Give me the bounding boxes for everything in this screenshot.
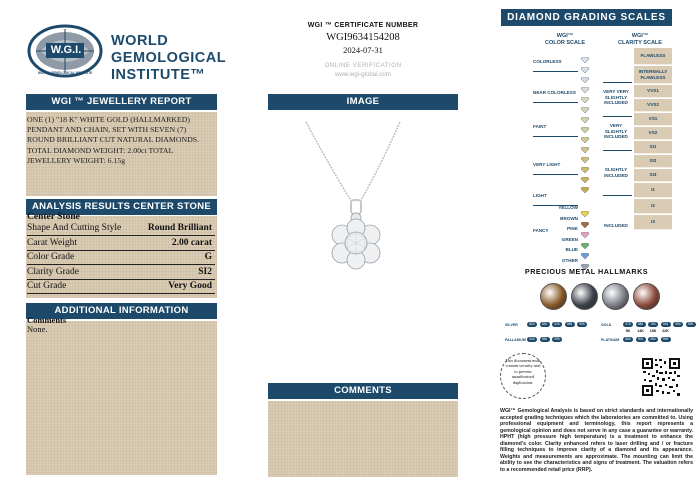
clarity-group-label: VERY VERY SLIGHTLY INCLUDED	[603, 89, 629, 105]
color-scale-title	[540, 33, 590, 46]
metal-coin-icon	[571, 283, 598, 310]
clarity-grade-cell: VS1	[634, 113, 672, 126]
color-scale-diamond-icon	[581, 110, 589, 116]
analysis-label: Color Grade	[27, 252, 75, 262]
jewellery-report-header: WGI ™ JEWELLERY REPORT	[26, 94, 217, 110]
hallmarks-title: PRECIOUS METAL HALLMARKS	[524, 267, 649, 276]
fancy-diamond-icon	[581, 257, 589, 263]
pendant-image	[300, 117, 420, 275]
brand-line-3: INSTITUTE™	[111, 67, 206, 83]
analysis-row	[27, 222, 215, 236]
clarity-grade-cell: FLAWLESS	[634, 48, 672, 65]
qr-code[interactable]	[641, 357, 681, 397]
clarity-scale-title	[608, 33, 672, 46]
brand-line-1: WORLD	[111, 33, 169, 49]
analysis-row	[27, 266, 215, 280]
certificate-number-label: WGI ™ CERTIFICATE NUMBER	[307, 22, 419, 29]
additional-info-panel	[26, 321, 217, 475]
analysis-value: G	[204, 252, 212, 262]
platinum-hallmark: 900	[636, 337, 646, 342]
gold-hallmark: 999	[686, 322, 696, 327]
clarity-grade-cell: VVS1	[634, 85, 672, 98]
qr-code-icon	[641, 357, 681, 397]
fancy-color-label: PINK	[567, 226, 578, 231]
color-scale-title-line2: COLOR SCALE	[544, 39, 586, 46]
brand-line-2: GEMOLOGICAL	[111, 50, 227, 66]
color-scale-diamond-icon	[581, 80, 589, 86]
image-section-header: IMAGE	[268, 94, 458, 110]
clarity-scale-title-line1: WGI™	[631, 33, 649, 39]
platinum-hallmark: 950	[648, 337, 658, 342]
clarity-grade-cell: VVS2	[634, 99, 672, 112]
clarity-grade-cell: SI3	[634, 169, 672, 182]
silver-hallmark: 925	[552, 322, 562, 327]
gold-hallmark: 375	[623, 322, 633, 327]
clarity-grade-cell: I2	[634, 199, 672, 214]
fancy-diamond-icon	[581, 246, 589, 252]
fancy-color-label: GREEN	[561, 236, 578, 242]
clarity-scale-title-line2: CLARITY SCALE	[618, 39, 662, 46]
color-scale-diamond-icon	[581, 100, 589, 106]
fancy-diamond-icon	[581, 225, 589, 231]
color-scale-diamond-icon	[581, 170, 589, 176]
clarity-grade-cell: I3	[634, 215, 672, 230]
gold-hallmark: 916	[661, 322, 671, 327]
comments-value: None.	[27, 324, 48, 334]
clarity-grade-cell: I1	[634, 183, 672, 198]
color-scale-diamond-icon	[581, 120, 589, 126]
color-scale-diamond-icon	[581, 60, 589, 66]
color-group-label: VERY LIGHT	[533, 162, 561, 167]
color-group-divider	[533, 174, 578, 175]
gold-karat-label: 18K	[649, 329, 657, 333]
silver-hallmark: 999	[577, 322, 587, 327]
color-group-label: COLORLESS	[533, 59, 562, 64]
clarity-grade-cell: SI1	[634, 141, 672, 154]
comments-label: Comments	[27, 315, 67, 325]
clarity-group-label: SLIGHTLY INCLUDED	[604, 167, 628, 178]
metal-coin-icon	[633, 283, 660, 310]
fancy-diamond-icon	[581, 204, 589, 210]
color-group-label: NEAR COLORLESS	[533, 90, 576, 95]
gold-hallmark: 990	[673, 322, 683, 327]
analysis-label: Carat Weight	[27, 237, 77, 248]
palladium-hallmark: 950	[540, 337, 550, 342]
palladium-hallmark: 500	[527, 337, 537, 342]
analysis-value: Very Good	[168, 281, 212, 291]
security-stamp-text: This document must contain security seal to prevent unauthorised duplication.	[505, 358, 541, 385]
color-group-divider	[533, 102, 578, 103]
hallmark-row-label: GOLD	[601, 323, 612, 327]
fancy-color-label: OTHER	[561, 257, 578, 263]
clarity-group-label: VERY SLIGHTLY INCLUDED	[604, 123, 628, 139]
fancy-color-label: BLUE	[565, 247, 578, 252]
color-scale-diamond-icon	[581, 50, 589, 56]
color-group-label: LIGHT	[533, 193, 547, 198]
certificate-number: WGI9634154208	[326, 32, 400, 43]
analysis-row	[27, 237, 215, 251]
clarity-grade-cell: VS2	[634, 127, 672, 140]
brand-name	[111, 33, 226, 84]
color-scale-diamond-icon	[581, 130, 589, 136]
color-group-label: FAINT	[533, 124, 547, 129]
platinum-hallmark: 999	[661, 337, 671, 342]
clarity-group-divider	[603, 116, 632, 117]
diamond-pendant-icon	[300, 117, 420, 275]
hallmark-row-label: PALLADIUM	[505, 338, 526, 342]
analysis-row	[27, 251, 215, 265]
gold-hallmark: 750	[648, 322, 658, 327]
color-scale-diamond-icon	[581, 70, 589, 76]
clarity-group-label: INCLUDED	[604, 223, 628, 228]
gold-karat-label: 14K	[637, 329, 644, 333]
silver-hallmark: 800	[527, 322, 537, 327]
color-scale-diamond-icon	[581, 150, 589, 156]
silver-hallmark: 958	[565, 322, 575, 327]
grading-scales-header: DIAMOND GRADING SCALES	[501, 9, 672, 26]
fancy-color-label: BROWN	[560, 215, 578, 221]
center-stone-label: Center Stone	[27, 212, 80, 222]
silver-hallmark: 830	[540, 322, 550, 327]
clarity-grade-cell: INTERNALLY FLAWLESS	[634, 66, 672, 84]
metal-coin-icon	[602, 283, 629, 310]
analysis-row	[27, 280, 215, 294]
analysis-results-header: ANALYSIS RESULTS CENTER STONE	[26, 199, 217, 215]
color-scale-diamond-icon	[581, 180, 589, 186]
analysis-label: Shape And Cutting Style	[27, 223, 122, 233]
color-group-divider	[533, 71, 578, 72]
color-scale-diamond-icon	[581, 160, 589, 166]
logo-text: W.G.I.	[50, 44, 82, 56]
disclaimer-text: WGI™ Gemological Analysis is based on strict standards and internationally accepted grading techniques which the laboratories are committed to. Using professional equipment and terminology, this report represents a gemological opinion and does not serve in any case a guarantee or warranty. HPHT (high pressure high temperature) is a treatment to enhance the diamond's color. Clarity enhanced refers to laser drilling and / or fracture filling techniques to improve clarity of a diamond and its appearance. Weights and measurements are approximate. The mounting can limit the ability to see the characteristics and signs of treatment. The valuation refers to a recommended retail price (RRP).	[500, 408, 693, 473]
logo-ring-text: WORLD GEMOLOGICAL INSTITUTE	[37, 71, 93, 75]
fancy-color-label: YELLOW	[558, 205, 578, 210]
clarity-group-divider	[603, 195, 632, 196]
additional-info-header: ADDITIONAL INFORMATION	[26, 303, 217, 319]
analysis-value: 2.00 carat	[171, 237, 212, 248]
color-group-divider	[533, 136, 578, 137]
gold-karat-label: 9K	[625, 329, 631, 333]
certificate-date: 2024-07-31	[343, 45, 383, 55]
comments-section-panel	[268, 401, 458, 477]
metal-coin-icon	[540, 283, 567, 310]
color-scale-diamond-icon	[581, 90, 589, 96]
analysis-value: Round Brilliant	[147, 223, 212, 233]
gold-karat-label: 22K	[662, 329, 669, 333]
fancy-diamond-icon	[581, 215, 589, 221]
online-verification-label: ONLINE VERIFICATION	[324, 62, 402, 69]
comments-section-header: COMMENTS	[268, 383, 458, 399]
clarity-group-divider	[603, 82, 632, 83]
jewellery-description: ONE (1) "18 K" WHITE GOLD (HALLMARKED) PENDANT AND CHAIN, SET WITH SEVEN (7) ROUND BRILLIANT CUT NATURAL DIAMONDS. TOTAL DIAMOND WEIGHT: 2.00ct TOTAL JEWELLERY WEIGHT: 6.15g	[27, 115, 200, 165]
palladium-hallmark: 999	[552, 337, 562, 342]
analysis-label: Clarity Grade	[27, 266, 79, 277]
wgi-logo	[26, 24, 104, 78]
hallmark-row-label: PLATINUM	[601, 338, 620, 342]
platinum-hallmark: 850	[623, 337, 633, 342]
verification-website[interactable]: www.wgi-global.com	[334, 71, 392, 78]
fancy-label: FANCY	[533, 228, 549, 233]
color-scale-title-line1: WGI™	[556, 33, 574, 39]
analysis-label: Cut Grade	[27, 281, 67, 291]
clarity-grade-cell: SI2	[634, 155, 672, 168]
clarity-group-divider	[603, 150, 632, 151]
hallmark-row-label: SILVER	[505, 323, 518, 327]
gold-hallmark: 585	[636, 322, 646, 327]
fancy-diamond-icon	[581, 236, 589, 242]
color-scale-diamond-icon	[581, 140, 589, 146]
analysis-value: SI2	[198, 266, 212, 277]
